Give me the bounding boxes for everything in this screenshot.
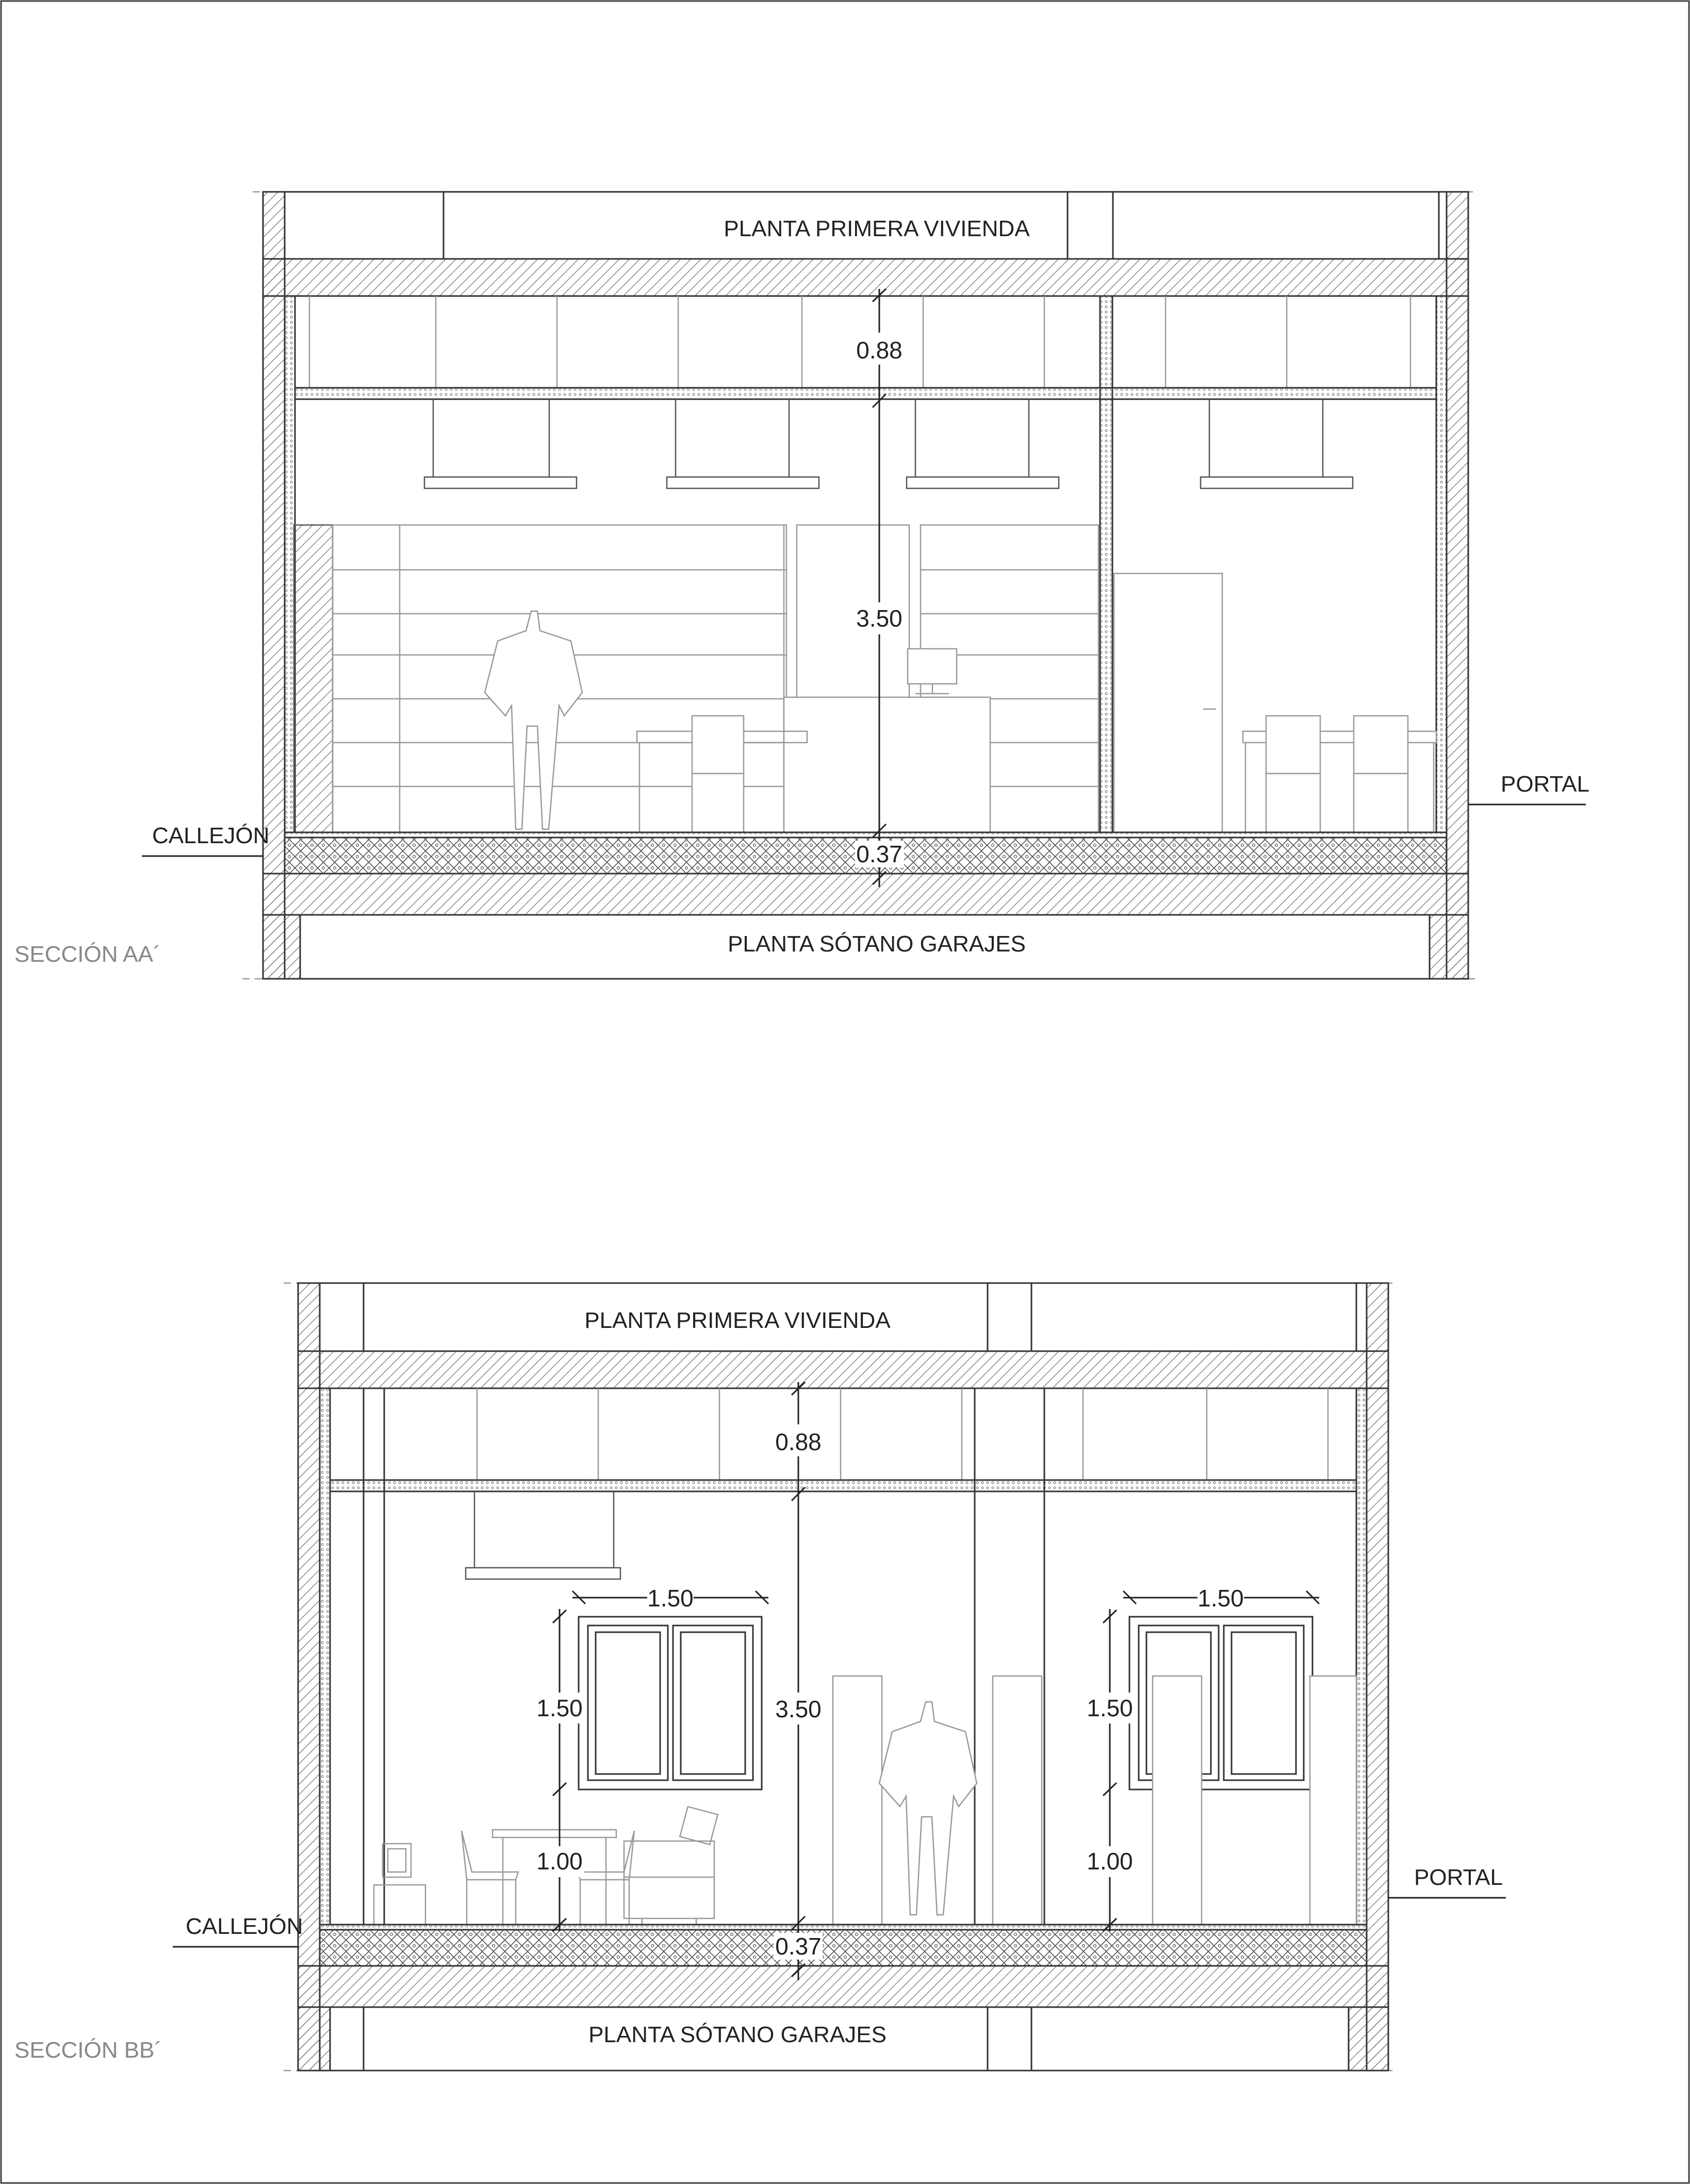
label-portal-bb: PORTAL xyxy=(1414,1865,1503,1890)
false-ceiling-bb xyxy=(330,1480,1356,1491)
dim-sill-right: 1.00 xyxy=(1087,1848,1133,1875)
label-alley-bb: CALLEJÓN xyxy=(186,1914,303,1939)
slab-bottom xyxy=(263,874,1468,915)
window-left xyxy=(579,1617,762,1789)
counter xyxy=(784,697,990,832)
section-bb xyxy=(173,1283,1506,2071)
ground-slab-bb xyxy=(320,1930,1367,1966)
dim-height-bb: 3.50 xyxy=(775,1696,822,1722)
title-section-aa: SECCIÓN AA´ xyxy=(14,942,161,967)
dim-window-height-left: 1.50 xyxy=(536,1695,583,1721)
partition-wall xyxy=(1100,296,1112,832)
door xyxy=(1114,573,1222,832)
upper-slab-bb xyxy=(298,1351,1388,1388)
left-wall xyxy=(263,192,285,979)
upper-slab xyxy=(263,259,1468,296)
dim-sill-left: 1.00 xyxy=(536,1848,583,1875)
dim-height-aa: 3.50 xyxy=(856,605,903,632)
right-wall-bb xyxy=(1367,1283,1388,2071)
label-basement-aa: PLANTA SÓTANO GARAJES xyxy=(728,931,1026,957)
label-upper-floor-aa: PLANTA PRIMERA VIVIENDA xyxy=(724,216,1030,241)
dim-plenum-aa: 0.88 xyxy=(856,337,903,364)
right-wall xyxy=(1447,192,1468,979)
title-section-bb: SECCIÓN BB´ xyxy=(14,2038,162,2063)
label-portal-aa: PORTAL xyxy=(1501,771,1589,797)
dim-slab-bb: 0.37 xyxy=(775,1933,822,1960)
label-upper-floor-bb: PLANTA PRIMERA VIVIENDA xyxy=(584,1308,891,1333)
false-ceiling xyxy=(295,388,1436,399)
label-basement-bb: PLANTA SÓTANO GARAJES xyxy=(588,2022,887,2047)
dim-plenum-bb: 0.88 xyxy=(775,1428,822,1455)
dim-window-width-left: 1.50 xyxy=(647,1585,694,1612)
dim-window-height-right: 1.50 xyxy=(1087,1695,1133,1721)
dim-slab-aa: 0.37 xyxy=(856,841,903,867)
dim-window-width-right: 1.50 xyxy=(1197,1585,1244,1612)
label-alley-aa: CALLEJÓN xyxy=(152,823,270,848)
left-wall-bb xyxy=(298,1283,320,2071)
